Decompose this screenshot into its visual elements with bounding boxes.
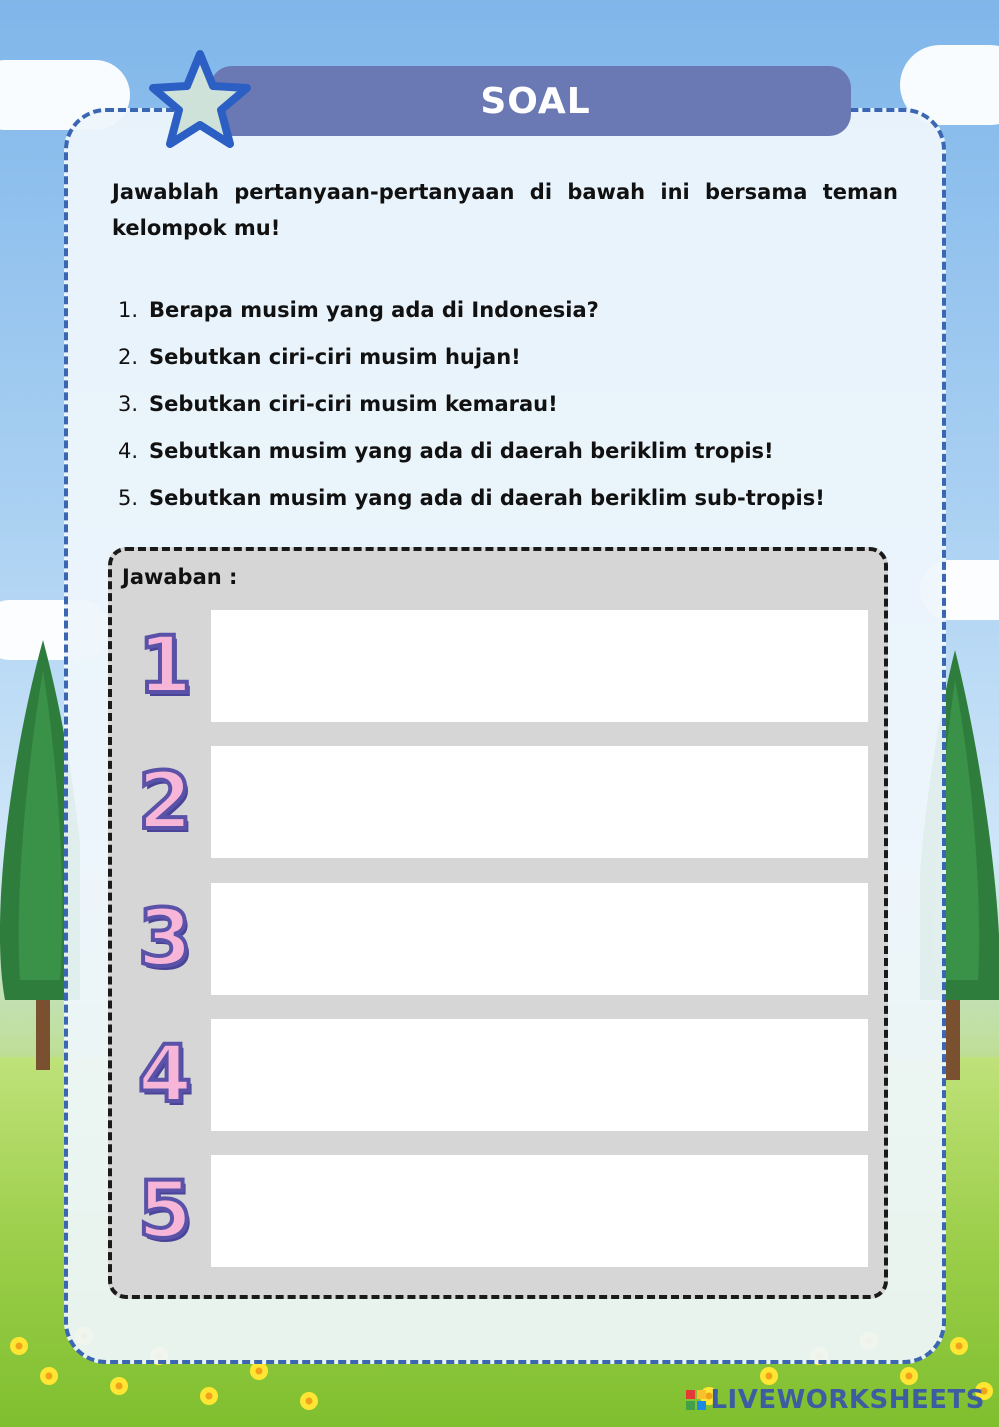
answer-label: Jawaban : [122, 565, 238, 589]
answer-number-3: 3 [137, 894, 193, 984]
star-icon [146, 48, 254, 152]
answer-number-1: 1 [137, 621, 193, 711]
question-text: Sebutkan ciri-ciri musim hujan! [149, 344, 521, 369]
question-text: Sebutkan musim yang ada di daerah beriklim sub-tropis! [149, 485, 825, 510]
flower [200, 1387, 218, 1405]
question-item [118, 333, 898, 380]
liveworksheets-watermark [686, 1385, 985, 1415]
question-item [118, 380, 898, 427]
answer-input-5[interactable] [211, 1155, 868, 1267]
question-list [118, 286, 898, 521]
answer-number-4: 4 [137, 1030, 193, 1120]
flower [10, 1337, 28, 1355]
answer-row-1 [130, 610, 870, 722]
answer-row-4 [130, 1019, 870, 1131]
watermark-text: LIVEWORKSHEETS [710, 1385, 985, 1415]
flower [950, 1337, 968, 1355]
question-item [118, 286, 898, 333]
question-text: Sebutkan musim yang ada di daerah beriklim tropis! [149, 438, 774, 463]
answer-number-2: 2 [137, 757, 193, 847]
question-item [118, 474, 898, 521]
answer-input-2[interactable] [211, 746, 868, 858]
title-banner [210, 66, 851, 136]
question-number: 4. [118, 438, 139, 463]
answer-input-4[interactable] [211, 1019, 868, 1131]
question-number: 2. [118, 344, 139, 369]
answer-row-2 [130, 746, 870, 858]
answer-row-3 [130, 883, 870, 995]
flower [900, 1367, 918, 1385]
answer-number-5: 5 [137, 1166, 193, 1256]
liveworksheets-logo-icon [686, 1390, 706, 1410]
answer-input-1[interactable] [211, 610, 868, 722]
question-text: Sebutkan ciri-ciri musim kemarau! [149, 391, 558, 416]
question-number: 1. [118, 297, 139, 322]
instruction-text: Jawablah pertanyaan-pertanyaan di bawah ini bersama teman kelompok mu! [112, 180, 898, 240]
flower [110, 1377, 128, 1395]
question-number: 5. [118, 485, 139, 510]
flower [300, 1392, 318, 1410]
question-item [118, 427, 898, 474]
answer-input-3[interactable] [211, 883, 868, 995]
flower [250, 1362, 268, 1380]
flower [40, 1367, 58, 1385]
page-title: SOAL [480, 80, 591, 122]
question-text: Berapa musim yang ada di Indonesia? [149, 297, 599, 322]
answer-row-5 [130, 1155, 870, 1267]
flower [760, 1367, 778, 1385]
question-number: 3. [118, 391, 139, 416]
